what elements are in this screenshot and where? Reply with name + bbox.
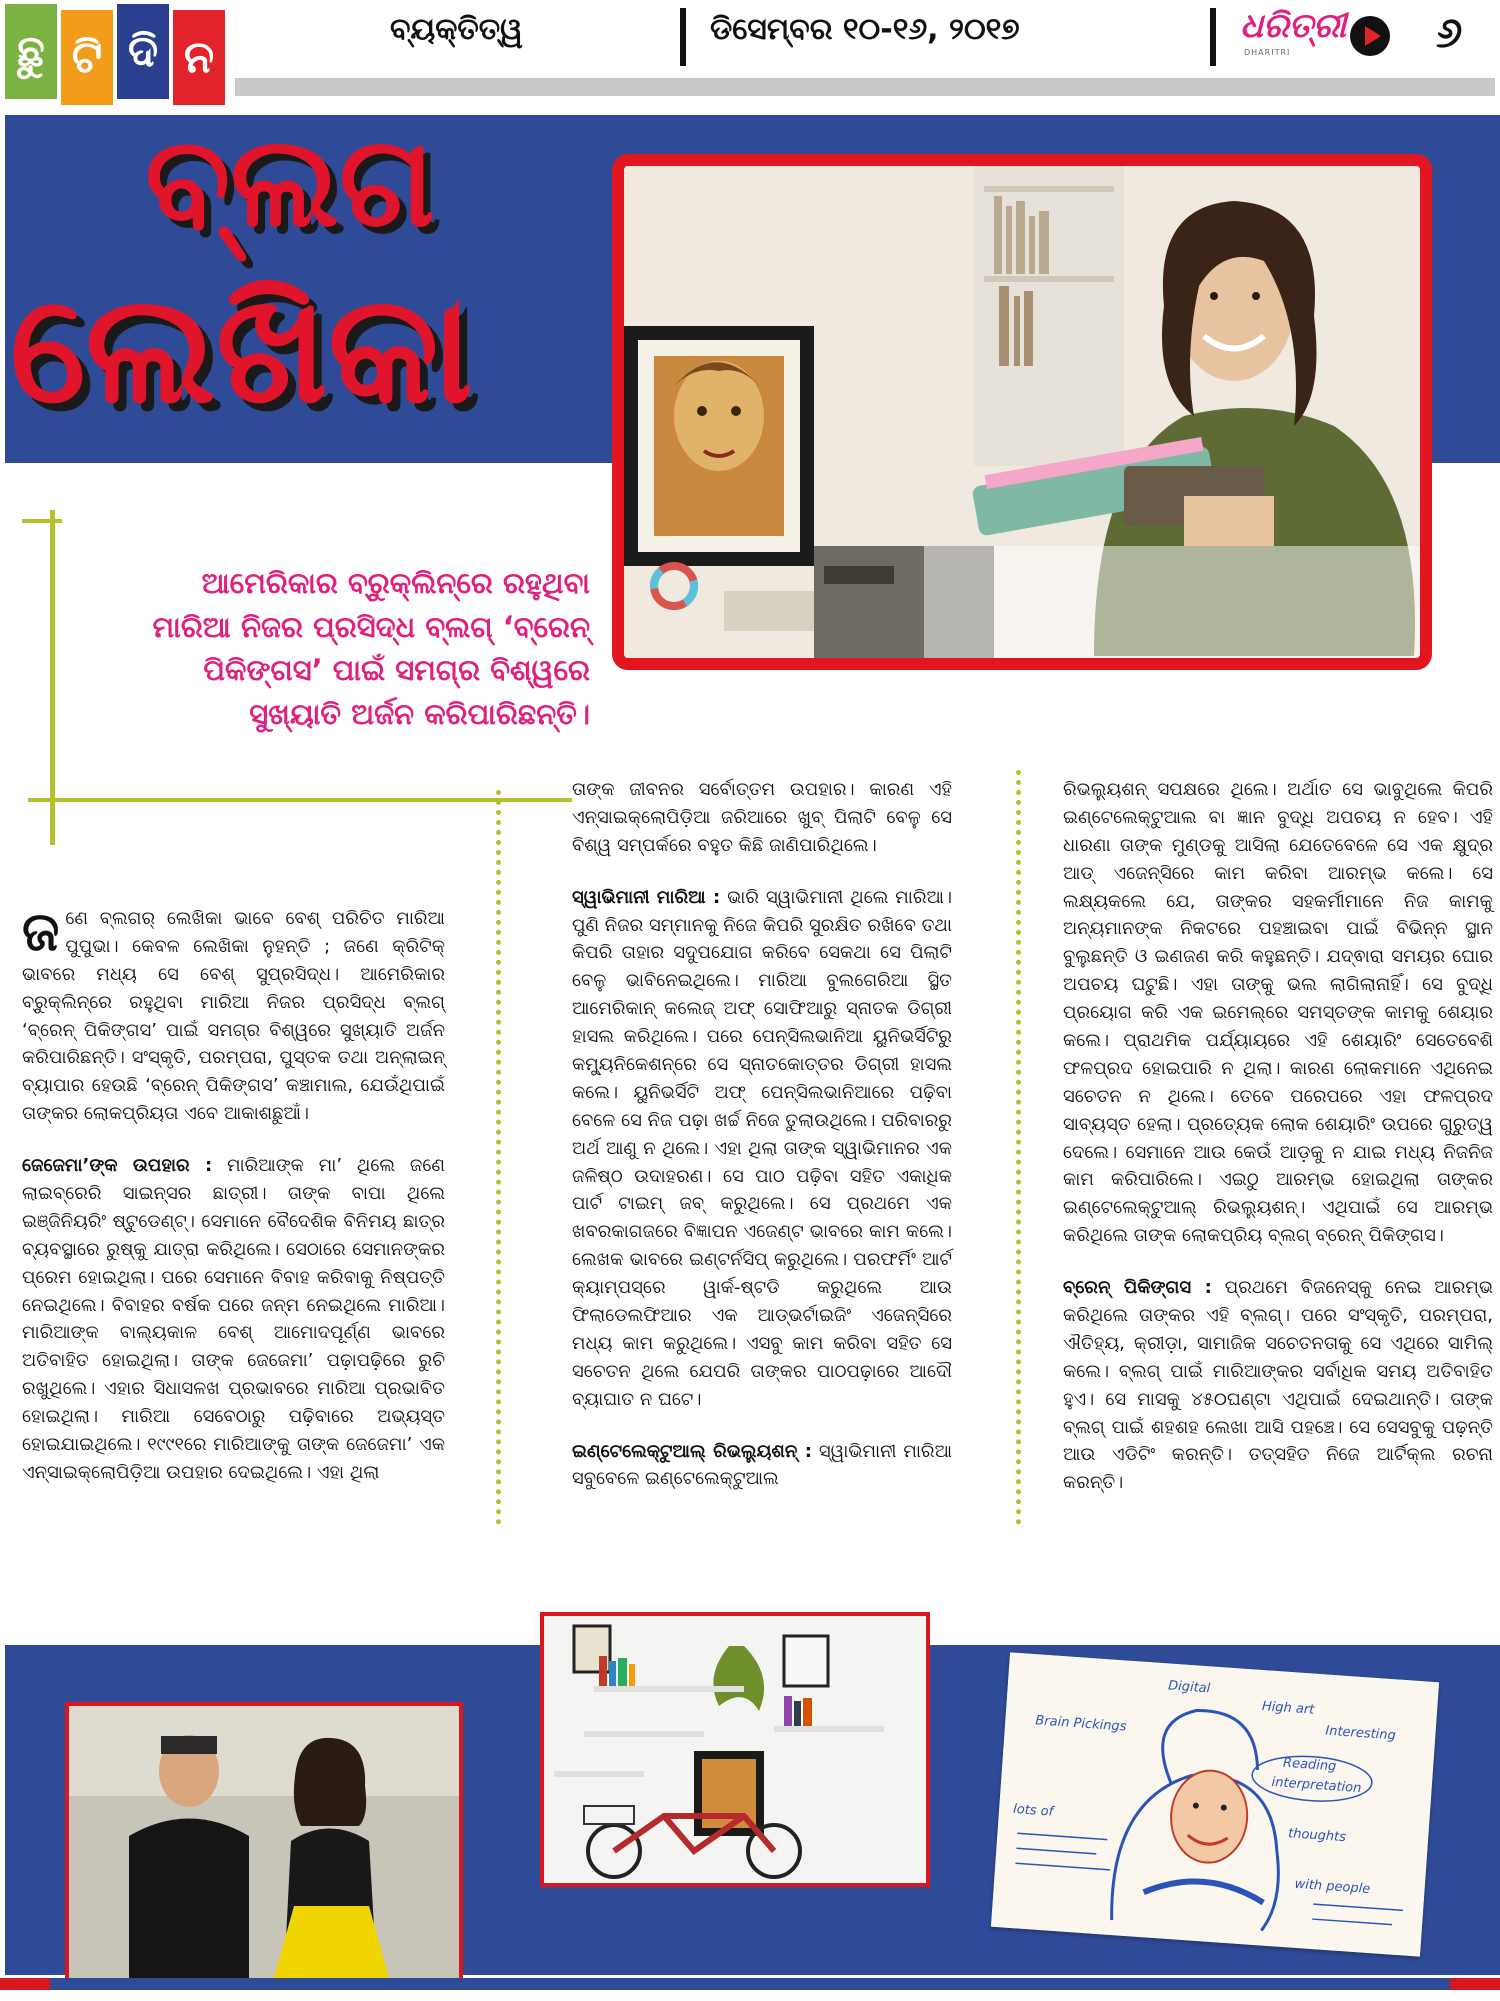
sketch-illustration (991, 1652, 1439, 1956)
sketch-note: Brain Pickings (1034, 1713, 1127, 1735)
sketch-note: Digital (1167, 1678, 1211, 1697)
footer-accent (1450, 1978, 1500, 1990)
paragraph-text: ଣେ ବ୍ଲଗର୍ ଲେଖିକା ଭାବେ ବେଶ୍ ପରିଚିତ ମାରିଆ ପୁପୁଭା। କେବଳ ଲେଖିକା ନୁହନ୍ତି ; ଜଣେ କ୍ରିଟିକ୍ ଭାବରେ ମଧ୍ୟ ସେ ବେଶ୍ ସୁପ୍ରସିଦ୍ଧ। ଆମେରିକାର ବ୍ରୁକ୍ଲିନ୍‌ରେ ରହୁଥିବା ମାରିଆ ନିଜର ପ୍ରସିଦ୍ଧ ବ୍ଲଗ୍ ‘ବ୍ରେନ୍ ପିକିଙ୍ଗସ’ ପାଇଁ ସମଗ୍ର ବିଶ୍ୱରେ ସୁଖ୍ୟାତି ଅର୍ଜନ କରିପାରିଛନ୍ତି। ସଂସ୍କୃତି, ପରମ୍ପରା, ପୁସ୍ତକ ତଥା ଅନ୍‌ଲାଇନ୍ ବ୍ୟାପାର ହେଉଛି ‘ବ୍ରେନ୍ ପିକିଙ୍ଗସ’ କଞ୍ଚାମାଲ, ଯେଉଁଥିପାଇଁ ତାଙ୍କର ଲୋକପ୍ରିୟତା ଏବେ ଆକାଶଛୁଆଁ। (22, 908, 445, 1125)
paragraph (572, 1438, 952, 1494)
issue-date: ଡିସେମ୍ବର ୧୦-୧୬, ୨୦୧୭ (710, 12, 1020, 47)
couple-photo-illustration (69, 1706, 459, 1978)
column-divider (1016, 770, 1021, 1525)
couple-photo (65, 1702, 463, 1982)
paragraph: ରିଭଲ୍ୟୁଶନ୍ ସପକ୍ଷରେ ଥିଲେ। ଅର୍ଥାତ ସେ ଭାବୁଥିଲେ କିପରି ଇଣ୍ଟେଲେକ୍ଟୁଆଲ ବା ଜ୍ଞାନ ବୁଦ୍ଧି ଅପଚୟ ନ ହେବ। ଏହି ଧାରଣା ତାଙ୍କ ମୁଣ୍ଡକୁ ଆସିଲା ଯେତେବେଳେ ସେ ଏକ କ୍ଷୁଦ୍ର ଆଡ୍ ଏଜେନ୍ସିରେ କାମ କରିବା ଆରମ୍ଭ କଲେ। ସେ ଲକ୍ଷ୍ୟକଲେ ଯେ, ତାଙ୍କର ସହକର୍ମୀମାନେ ନିଜ କାମକୁ ଅନ୍ୟମାନଙ୍କ ନିକଟରେ ପହଞ୍ଚାଇବା ପାଇଁ ବିଭିନ୍ନ ସ୍ଥାନ ବୁଲୁଛନ୍ତି ଓ ଇଣଜଣ କରି କହୁଛନ୍ତି। ଯଦ୍ଵାରା ସମୟର ଘୋର ଅପଚୟ ଘଟୁଛି। ଏହା ତାଙ୍କୁ ଭଲ ଲାଗିଲାନାହିଁ। ସେ ବୁଦ୍ଧି ପ୍ରୟୋଗ କରି ଏକ ଇମେଲ୍‌ରେ ସମସ୍ତଙ୍କ କାମକୁ ଶେୟାର କଲେ। ପ୍ରାଥମିକ ପର୍ଯ୍ୟାୟରେ ଏହି ଶେୟାରିଂ ସେତେବେଶି ଫଳପ୍ରଦ ହୋଇପାରି ନ ଥିଲା। କାରଣ ଲୋକମାନେ ଏଥିନେଇ ସଚେତନ ନ ଥିଲେ। ତେବେ ପରେପରେ ଏହା ଫଳପ୍ରଦ ସାବ୍ୟସ୍ତ ହେଲା। ପ୍ରତ୍ୟେକ ଲୋକ ଶେୟାରିଂ ଉପରେ ଗୁରୁତ୍ୱ ଦେଲେ। ସେମାନେ ଆଉ କେଉଁ ଆଡ଼କୁ ନ ଯାଇ ମଧ୍ୟ ନିଜନିଜ କାମ କରିପାରିଲେ। ଏଇଠୁ ଆରମ୍ଭ ହୋଇଥିଲା ତାଙ୍କର ଇଣ୍ଟେଲେକ୍ଟୁଆଲ୍ ରିଭଲ୍ୟୁଶନ୍। ଏଥିପାଇଁ ସେ ଆରମ୍ଭ କରିଥିଲେ ତାଙ୍କ ଲୋକପ୍ରିୟ ବ୍ଲଗ୍ ବ୍ରେନ୍ ପିକିଙ୍ଗସ। (1063, 779, 1493, 1247)
article-column-2 (572, 776, 952, 1517)
decorative-rule (22, 519, 62, 523)
header-rule (235, 78, 1495, 96)
subheading: ସ୍ୱାଭିମାନୀ ମାରିଆ : (572, 886, 721, 908)
logo-letter-2: ଟି (61, 10, 113, 105)
brand-logo-sub: DHARITRI (1244, 48, 1291, 57)
drop-cap: ଜ (22, 900, 60, 963)
sketch-note: Reading (1282, 1755, 1337, 1775)
footer-accent (0, 1978, 50, 1990)
main-photo (612, 154, 1432, 670)
intro-blurb: ଆମେରିକାର ବ୍ରୁକ୍ଲିନ୍‌ରେ ରହୁଥିବା ମାରିଆ ନିଜର ପ୍ରସିଦ୍ଧ ବ୍ଲଗ୍ ‘ବ୍ରେନ୍ ପିକିଙ୍ଗସ’ ପାଇଁ ସମଗ୍ର ବିଶ୍ୱରେ ସୁଖ୍ୟାତି ଅର୍ଜନ କରିପାରିଛନ୍ତି। (152, 566, 590, 731)
subheading: ଇଣ୍ଟେଲେକ୍ଟୁଆଲ୍ ରିଭଲ୍ୟୁଶନ୍ : (572, 1440, 812, 1462)
logo-letter-4: ନ (173, 10, 225, 105)
article-column-3 (1063, 776, 1493, 1521)
sketch-note: High art (1261, 1699, 1315, 1718)
main-photo-illustration (624, 166, 1420, 658)
paragraph (22, 1152, 445, 1487)
logo-letter-3: ଦି (117, 4, 169, 99)
footer-bar (0, 1978, 1500, 1990)
decorative-rule (50, 510, 55, 845)
paragraph-text: ଭାରି ସ୍ୱାଭିମାନୀ ଥିଲେ ମାରିଆ। ପୁଣି ନିଜର ସମ୍ମାନକୁ ନିଜେ କିପରି ସୁରକ୍ଷିତ ରଖିବେ ତଥା କିପରି ତାହାର ସଦୁପଯୋଗ କରିବେ ସେକଥା ସେ ପିଲାଟି ବେଳୁ ଭାବିନେଇଥିଲେ। ମାରିଆ ବୁଲଗେରିଆ ସ୍ଥିତ ଆମେରିକାନ୍ କଲେଜ୍ ଅଫ୍ ସୋଫିଆରୁ ସ୍ନାତକ ଡିଗ୍ରୀ ହାସଲ କରିଥିଲେ। ପରେ ପେନ୍‌ସିଲଭାନିଆ ୟୁନିଭର୍ସିଟିରୁ କମ୍ୟୁନିକେଶନ୍‌ରେ ସେ ସ୍ନାତକୋତ୍ତର ଡିଗ୍ରୀ ହାସଲ କଲେ। ୟୁନିଭର୍ସିଟି ଅଫ୍ ପେନ୍‌ସିଲଭାନିଆରେ ପଢ଼ିବା ବେଳେ ସେ ନିଜ ପଢ଼ା ଖର୍ଚ୍ଚ ନିଜେ ତୁଲାଉଥିଲେ। ପରିବାରରୁ ଅର୍ଥ ଆଣୁ ନ ଥିଲେ। ଏହା ଥିଲା ତାଙ୍କ ସ୍ୱାଭିମାନର ଏକ ଜଳିଷ୍ଠ ଉଦାହରଣ। ସେ ପାଠ ପଢ଼ିବା ସହିତ ଏକାଧିକ ପାର୍ଟ ଟାଇମ୍ ଜବ୍ କରୁଥିଲେ। ସେ ପ୍ରଥମେ ଏକ ଖବରକାଗଜରେ ବିଜ୍ଞାପନ ଏଜେଣ୍ଟ ଭାବରେ କାମ କଲେ। ଲେଖକ ଭାବରେ ଇଣ୍ଟର୍ନସିପ୍ କରୁଥିଲେ। ପରଫର୍ମିଂ ଆର୍ଟ କ୍ୟାମ୍ପସ୍‌ରେ ୱାର୍କ-ଷ୍ଟଡି କରୁଥିଲେ ଆଉ ଫିଲାଡେଲଫିଆର ଏକ ଆଡ୍‌ଭର୍ଟାଇଜିଂ ଏଜେନ୍ସିରେ ମଧ୍ୟ କାମ କରୁଥିଲେ। ଏସବୁ କାମ କରିବା ସହିତ ସେ ସଚେତନ ଥିଲେ ଯେପରି ତାଙ୍କର ପାଠପଢ଼ାରେ ଆଦୌ ବ୍ୟାଘାତ ନ ଘଟେ। (572, 886, 953, 1410)
paragraph-text: ସ୍ୱାଭିମାନୀ ମାରିଆ ସବୁବେଳେ ଇଣ୍ଟେଲେକ୍ଟୁଆଲ (572, 1440, 952, 1490)
article-column-1 (22, 900, 445, 1511)
paragraph (572, 884, 952, 1414)
sketch-note: thoughts (1287, 1826, 1347, 1846)
subheading: ଜେଜେମା’ଙ୍କ ଉପହାର : (22, 1155, 213, 1177)
column-divider (496, 790, 501, 1525)
page-number: ୬ (1436, 8, 1463, 57)
paragraph-text: ପ୍ରଥମେ ବିଜନେସ୍‌କୁ ନେଇ ଆରମ୍ଭ କରିଥିଲେ ତାଙ୍କର ଏହି ବ୍ଲଗ୍। ପରେ ସଂସ୍କୃତି, ପରମ୍ପରା, ଐତିହ୍ୟ, କ୍ରୀଡ଼ା, ସାମାଜିକ ସଚେତନତାକୁ ସେ ଏଥିରେ ସାମିଲ୍ କଲେ। ବ୍ଲଗ୍ ପାଇଁ ମାରିଆଙ୍କର ସର୍ବାଧିକ ସମୟ ଅତିବାହିତ ହୁଏ। ସେ ମାସକୁ ୪୫୦ଘଣ୍ଟା ଏଥିପାଇଁ ଦେଇଥାନ୍ତି। ତାଙ୍କ ବ୍ଲଗ୍ ପାଇଁ ଶହଶହ ଲେଖା ଆସି ପହଞ୍ଚେ। ସେ ସେସବୁକୁ ପଢ଼ନ୍ତି ଆଉ ଏଡିଟିଂ କରନ୍ତି। ତତ୍‌ସହିତ ନିଜେ ଆର୍ଟିକ୍ଲ ରଚନା କରନ୍ତି। (1063, 1277, 1493, 1494)
divider (680, 8, 686, 66)
headline-line-2: ଲେଖିକା (10, 263, 473, 437)
sketch-note: interpretation (1271, 1774, 1362, 1797)
sketch-drawing (991, 1652, 1439, 1956)
sketch-note: Interesting (1324, 1723, 1397, 1744)
play-icon[interactable] (1350, 16, 1390, 56)
section-name: ବ୍ୟକ୍ତିତ୍ୱ (390, 12, 523, 47)
decorative-rule (28, 798, 572, 802)
publication-logo (5, 4, 235, 108)
bookshelf-photo-illustration (544, 1616, 926, 1883)
paragraph (22, 900, 445, 1128)
sketch-note: lots of (1012, 1801, 1054, 1820)
paragraph: ତାଙ୍କ ଜୀବନର ସର୍ବୋତ୍ତମ ଉପହାର। କାରଣ ଏହି ଏନ୍‌ସାଇକ୍ଲୋପିଡ଼ିଆ ଜରିଆରେ ଖୁବ୍ ପିଲାଟି ବେଳୁ ସେ ବିଶ୍ୱ ସମ୍ପର୍କରେ ବହୁତ କିଛି ଜାଣିପାରିଥିଲେ। (572, 779, 952, 856)
headline-line-1: ବ୍ଲଗ (145, 110, 435, 255)
paragraph (1063, 1274, 1493, 1497)
subheading: ବ୍ରେନ୍ ପିକିଙ୍ଗସ : (1063, 1277, 1212, 1299)
logo-letter-1: ଛୁ (5, 4, 57, 99)
sketch-note: with people (1294, 1876, 1371, 1898)
divider (1210, 8, 1216, 66)
paragraph-text: ମାରିଆଙ୍କ ମା’ ଥିଲେ ଜଣେ ଲାଇବ୍ରେରି ସାଇନ୍ସର ଛାତ୍ରୀ। ତାଙ୍କ ବାପା ଥିଲେ ଇଞ୍ଜିନିୟରିଂ ଷ୍ଟୁଡେଣ୍ଟ୍। ସେମାନେ ବୈଦେଶିକ ବିନିମୟ ଛାତ୍ର ବ୍ୟବସ୍ଥାରେ ରୁଷ୍‌କୁ ଯାତ୍ରା କରିଥିଲେ। ସେଠାରେ ସେମାନଙ୍କର ପ୍ରେମ ହୋଇଥିଲା। ପରେ ସେମାନେ ବିବାହ କରିବାକୁ ନିଷ୍ପତ୍ତି ନେଇଥିଲେ। ବିବାହର ବର୍ଷକ ପରେ ଜନ୍ମ ନେଇଥିଲେ ମାରିଆ। ମାରିଆଙ୍କ ବାଲ୍ୟକାଳ ବେଶ୍ ଆମୋଦପୂର୍ଣ୍ଣ ଭାବରେ ଅତିବାହିତ ହୋଇଥିଲା। ତାଙ୍କ ଜେଜେମା’ ପଢ଼ାପଢ଼ିରେ ରୁଚି ରଖୁଥିଲେ। ଏହାର ସିଧାସଳଖ ପ୍ରଭାବରେ ମାରିଆ ପ୍ରଭାବିତ ହୋଇଥିଲା। ମାରିଆ ସେବେଠାରୁ ପଢ଼ିବାରେ ଅଭ୍ୟସ୍ତ ହୋଇଯାଇଥିଲେ। ୧୯୯୧ରେ ମାରିଆଙ୍କୁ ତାଙ୍କ ଜେଜେମା’ ଏକ ଏନ୍‌ସାଇକ୍ଲୋପିଡ଼ିଆ ଉପହାର ଦେଇଥିଲେ। ଏହା ଥିଲା (22, 1155, 445, 1483)
bookshelf-photo (540, 1612, 930, 1887)
brand-logo: ଧରିତ୍ରୀ (1240, 6, 1347, 46)
